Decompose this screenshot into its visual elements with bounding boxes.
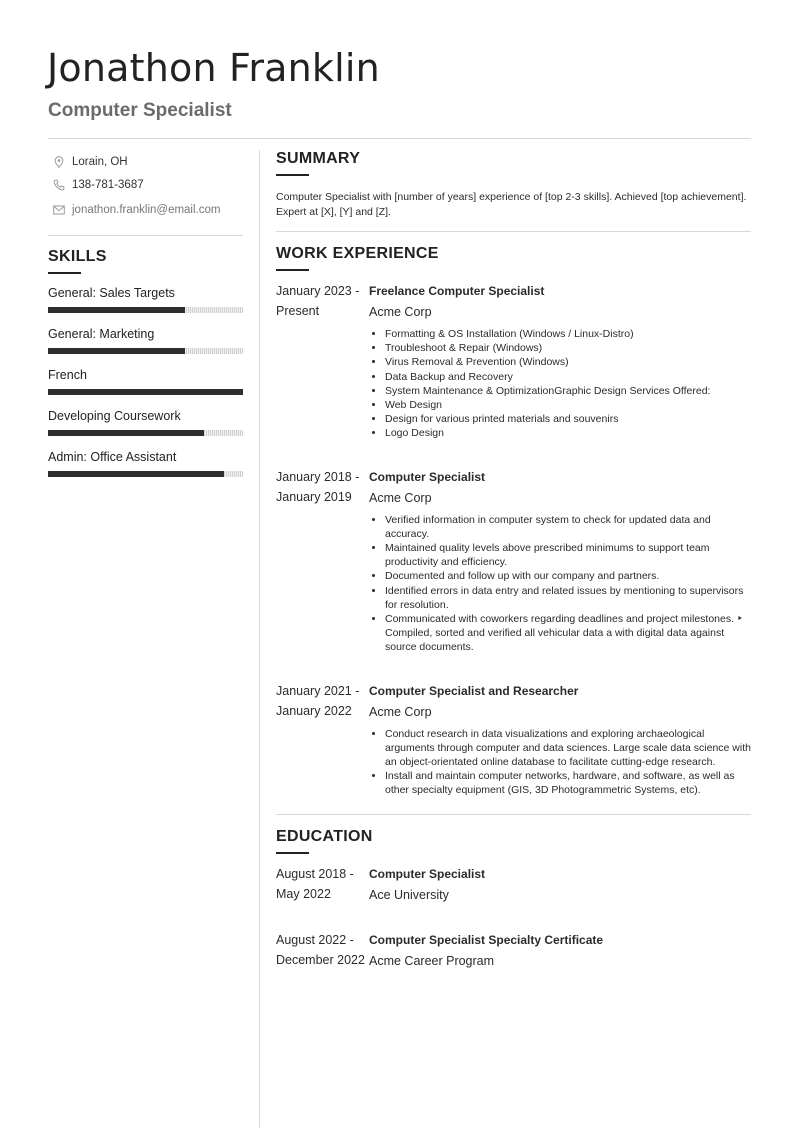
skill-level-bar xyxy=(48,348,243,354)
job-bullet: • System Maintenance & OptimizationGraphic Design Services Offered: xyxy=(385,384,751,398)
job-date-end: Present xyxy=(276,304,320,318)
education-heading: EDUCATION xyxy=(276,827,373,845)
job-bullet: • Identified errors in data entry and related issues by mentioning to supervisors for resolution. xyxy=(385,584,751,612)
column-divider xyxy=(259,150,260,1128)
education-details xyxy=(369,864,751,906)
job-bullet: • Maintained quality levels above prescribed minimums to support team productivity and efficiency. xyxy=(385,541,751,569)
job-date-end: January 2022 xyxy=(276,703,352,718)
contact-phone-text: 138-781-3687 xyxy=(72,178,144,191)
education-school: Acme Career Program xyxy=(369,953,495,968)
job-date-start: January 2018 - xyxy=(276,469,360,484)
contact-email-text[interactable]: jonathon.franklin@email.com xyxy=(72,203,221,216)
job-bullet: • Data Backup and Recovery xyxy=(385,370,751,384)
experience-section xyxy=(276,245,751,798)
job-role: Computer Specialist xyxy=(369,469,486,484)
skill-level-fill xyxy=(48,348,185,354)
skills-heading-underline xyxy=(48,272,81,274)
job-role: Freelance Computer Specialist xyxy=(369,284,545,298)
job-organization: Acme Corp xyxy=(369,305,432,319)
contact-location xyxy=(48,150,243,173)
skill-level-bar xyxy=(48,430,243,436)
summary-section xyxy=(276,150,751,220)
job-bullets xyxy=(369,327,751,441)
skill-item xyxy=(48,368,243,395)
education-heading-underline xyxy=(276,852,309,854)
education-entry xyxy=(276,864,751,906)
contact-phone xyxy=(48,173,243,196)
skill-level-bar xyxy=(48,471,243,477)
job-date-end: January 2019 xyxy=(276,489,352,504)
skill-name: General: Sales Targets xyxy=(48,286,175,300)
contact-email[interactable] xyxy=(48,198,243,221)
skills-heading: SKILLS xyxy=(48,248,107,265)
contact-location-text: Lorain, OH xyxy=(72,155,128,168)
job-organization: Acme Corp xyxy=(369,704,432,719)
skill-level-bar xyxy=(48,389,243,395)
job-organization: Acme Corp xyxy=(369,490,432,505)
sidebar-divider xyxy=(48,235,243,236)
phone-icon xyxy=(52,178,66,192)
education-degree: Computer Specialist Specialty Certificate xyxy=(369,932,604,947)
skill-name: General: Marketing xyxy=(48,327,155,341)
job-bullet: • Verified information in computer system to check for updated data and accuracy. xyxy=(385,513,751,541)
job-bullet: • Design for various printed materials and souvenirs xyxy=(385,412,751,426)
candidate-name: Jonathon Franklin xyxy=(47,46,380,90)
education-date-start: August 2022 - xyxy=(276,932,354,947)
education-section xyxy=(276,828,751,972)
skill-item xyxy=(48,450,243,477)
experience-divider xyxy=(276,814,751,815)
job-bullet: • Virus Removal & Prevention (Windows) xyxy=(385,355,751,369)
education-details xyxy=(369,930,751,972)
skill-item xyxy=(48,327,243,354)
job-bullet: • Communicated with coworkers regarding deadlines and project milestones. ‣ Compiled, sorted and verified all vehicular data a with digital data against source documents. xyxy=(385,612,751,655)
sidebar xyxy=(48,150,243,477)
skill-level-fill xyxy=(48,307,185,313)
skill-level-bar xyxy=(48,307,243,313)
education-date-end: December 2022 xyxy=(276,952,365,967)
summary-heading: SUMMARY xyxy=(276,150,361,167)
education-date-end: May 2022 xyxy=(276,886,331,901)
job-bullet: • Formatting & OS Installation (Windows / Linux-Distro) xyxy=(385,327,751,341)
envelope-icon xyxy=(52,203,66,217)
job-bullet: • Troubleshoot & Repair (Windows) xyxy=(385,341,751,355)
job-dates xyxy=(276,467,369,655)
job-entry xyxy=(276,467,751,655)
job-bullet: • Install and maintain computer networks, hardware, and software, as well as other specialty equipment (GIS, 3D Photogrammetric Systems, etc). xyxy=(385,769,751,797)
job-details xyxy=(369,281,751,441)
skill-item xyxy=(48,286,243,313)
job-entry xyxy=(276,681,751,798)
summary-divider xyxy=(276,231,751,232)
education-school: Ace University xyxy=(369,887,449,902)
location-pin-icon xyxy=(52,155,66,169)
job-role: Computer Specialist and Researcher xyxy=(369,683,579,698)
candidate-title: Computer Specialist xyxy=(48,100,232,121)
skill-name: French xyxy=(48,368,87,382)
education-dates xyxy=(276,864,369,906)
job-bullets xyxy=(369,727,751,798)
skill-item xyxy=(48,409,243,436)
job-bullet: • Logo Design xyxy=(385,426,751,440)
job-dates xyxy=(276,281,369,441)
skill-level-fill xyxy=(48,389,243,395)
summary-heading-underline xyxy=(276,174,309,176)
job-bullet: • Documented and follow up with our company and partners. xyxy=(385,569,751,583)
job-date-start: January 2021 - xyxy=(276,683,360,698)
skill-name: Admin: Office Assistant xyxy=(48,450,177,464)
experience-heading: WORK EXPERIENCE xyxy=(276,245,439,262)
education-dates xyxy=(276,930,369,972)
job-entry xyxy=(276,281,751,441)
education-degree: Computer Specialist xyxy=(369,866,486,881)
job-bullet: • Web Design xyxy=(385,398,751,412)
job-dates xyxy=(276,681,369,798)
header-divider xyxy=(48,138,751,139)
job-details xyxy=(369,681,751,798)
experience-heading-underline xyxy=(276,269,309,271)
skill-level-fill xyxy=(48,430,204,436)
job-bullet: • Conduct research in data visualizations and exploring archaeological arguments through computer and data sciences. Large scale data science with an object-orientated online database to facilitate cutting-edge research. xyxy=(385,727,751,770)
main-column xyxy=(276,150,751,972)
education-entry xyxy=(276,930,751,972)
job-date-start: January 2023 - xyxy=(276,284,360,298)
skill-level-fill xyxy=(48,471,224,477)
job-details xyxy=(369,467,751,655)
summary-text: Computer Specialist with [number of years] experience of [top 2-3 skills]. Achieved [top achievement]. Expert at [X], [Y] and [Z]. xyxy=(276,191,747,218)
skills-list xyxy=(48,286,243,477)
education-date-start: August 2018 - xyxy=(276,866,354,881)
job-bullets xyxy=(369,513,751,655)
skill-name: Developing Coursework xyxy=(48,409,181,423)
